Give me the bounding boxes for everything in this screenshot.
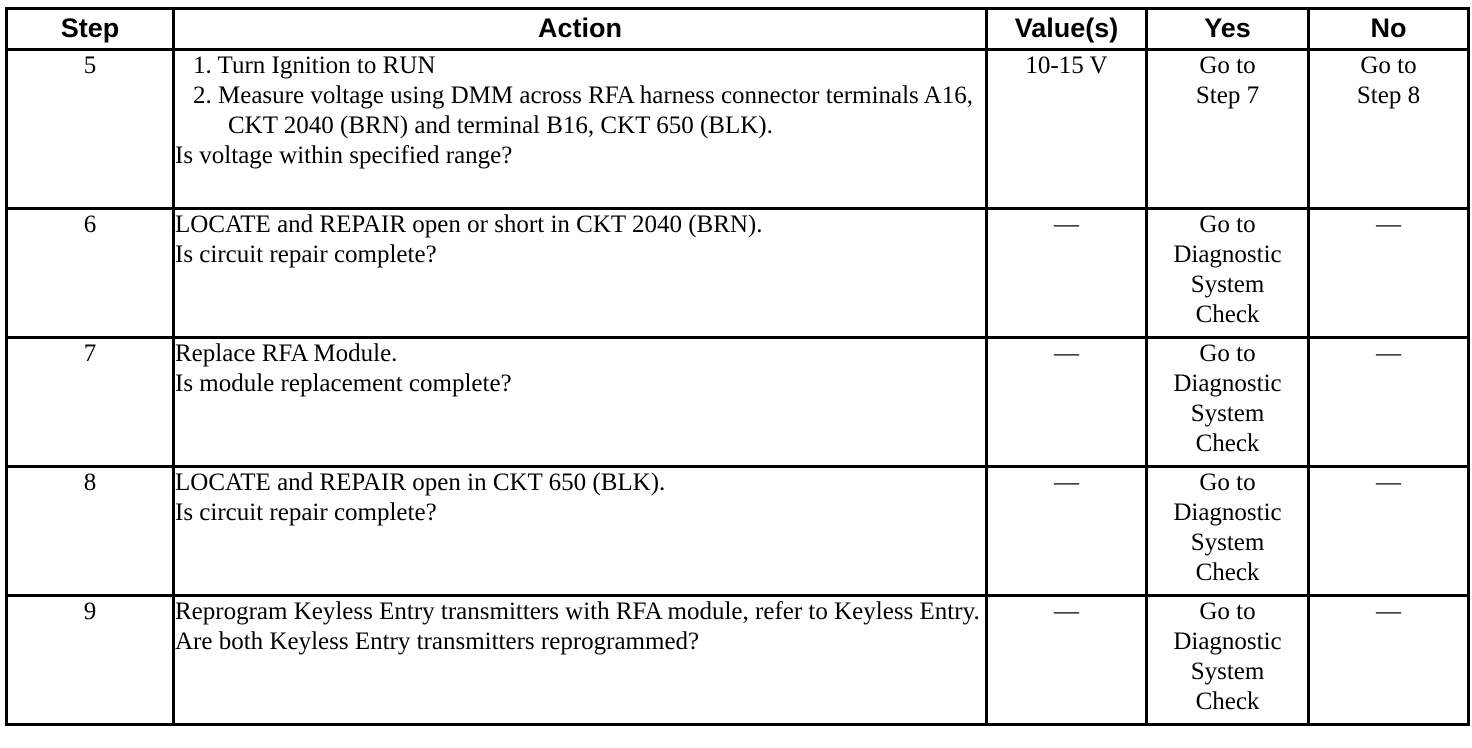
header-yes: Yes [1147, 9, 1309, 50]
yes-text: Diagnostic [1173, 370, 1282, 397]
no-text: Step 8 [1356, 82, 1421, 109]
header-step: Step [7, 9, 174, 50]
action-question: Are both Keyless Entry transmitters reprogrammed? [175, 628, 700, 655]
yes-text: System [1190, 658, 1265, 685]
yes-cell [1147, 596, 1309, 725]
action-step: 1. Turn Ignition to RUN [193, 52, 436, 79]
step-number: 7 [7, 338, 174, 467]
action-question: Is voltage within specified range? [175, 142, 513, 169]
value-cell: 10-15 V [987, 50, 1147, 209]
yes-cell [1147, 209, 1309, 338]
action-cell [174, 338, 987, 467]
yes-text: Go to [1199, 340, 1256, 367]
table-row [7, 209, 1469, 338]
action-question: Is circuit repair complete? [175, 241, 437, 268]
step-number: 6 [7, 209, 174, 338]
action-cell [174, 209, 987, 338]
value-cell: — [987, 467, 1147, 596]
diagnostic-table [5, 7, 1470, 726]
header-values: Value(s) [987, 9, 1147, 50]
action-cell [174, 467, 987, 596]
action-cell [174, 50, 987, 209]
table-row [7, 338, 1469, 467]
yes-cell [1147, 338, 1309, 467]
no-cell [1309, 50, 1469, 209]
yes-text: Diagnostic [1173, 628, 1282, 655]
action-question: Is module replacement complete? [175, 370, 512, 397]
step-number: 8 [7, 467, 174, 596]
header-no: No [1309, 9, 1469, 50]
action-steps-list [175, 51, 985, 141]
action-step: 2. Measure voltage using DMM across RFA harness connector terminals A16, CKT 2040 (BRN) and terminal B16, CKT 650 (BLK). [193, 82, 973, 139]
yes-text: Go to [1199, 211, 1256, 238]
yes-cell [1147, 50, 1309, 209]
step-number: 9 [7, 596, 174, 725]
action-text: Replace RFA Module. [175, 340, 398, 367]
no-cell: — [1309, 596, 1469, 725]
yes-text: Go to [1199, 52, 1256, 79]
table-row [7, 467, 1469, 596]
table-row [7, 596, 1469, 725]
yes-text: Step 7 [1195, 82, 1260, 109]
value-cell: — [987, 596, 1147, 725]
yes-text: Check [1195, 430, 1260, 457]
action-text: Reprogram Keyless Entry transmitters with RFA module, refer to Keyless Entry. [175, 598, 980, 625]
action-question: Is circuit repair complete? [175, 499, 437, 526]
no-cell: — [1309, 467, 1469, 596]
value-cell: — [987, 209, 1147, 338]
value-cell: — [987, 338, 1147, 467]
yes-text: Go to [1199, 469, 1256, 496]
yes-text: Diagnostic [1173, 241, 1282, 268]
action-text: LOCATE and REPAIR open or short in CKT 2040 (BRN). [175, 211, 763, 238]
yes-text: Check [1195, 559, 1260, 586]
yes-text: Check [1195, 301, 1260, 328]
no-cell: — [1309, 338, 1469, 467]
yes-text: Check [1195, 688, 1260, 715]
table-row [7, 50, 1469, 209]
action-text: LOCATE and REPAIR open in CKT 650 (BLK). [175, 469, 666, 496]
header-action: Action [174, 9, 987, 50]
header-row [7, 9, 1469, 50]
yes-text: System [1190, 400, 1265, 427]
yes-text: Diagnostic [1173, 499, 1282, 526]
yes-text: Go to [1199, 598, 1256, 625]
yes-text: System [1190, 271, 1265, 298]
no-cell: — [1309, 209, 1469, 338]
yes-text: System [1190, 529, 1265, 556]
action-cell [174, 596, 987, 725]
yes-cell [1147, 467, 1309, 596]
no-text: Go to [1360, 52, 1417, 79]
step-number: 5 [7, 50, 174, 209]
